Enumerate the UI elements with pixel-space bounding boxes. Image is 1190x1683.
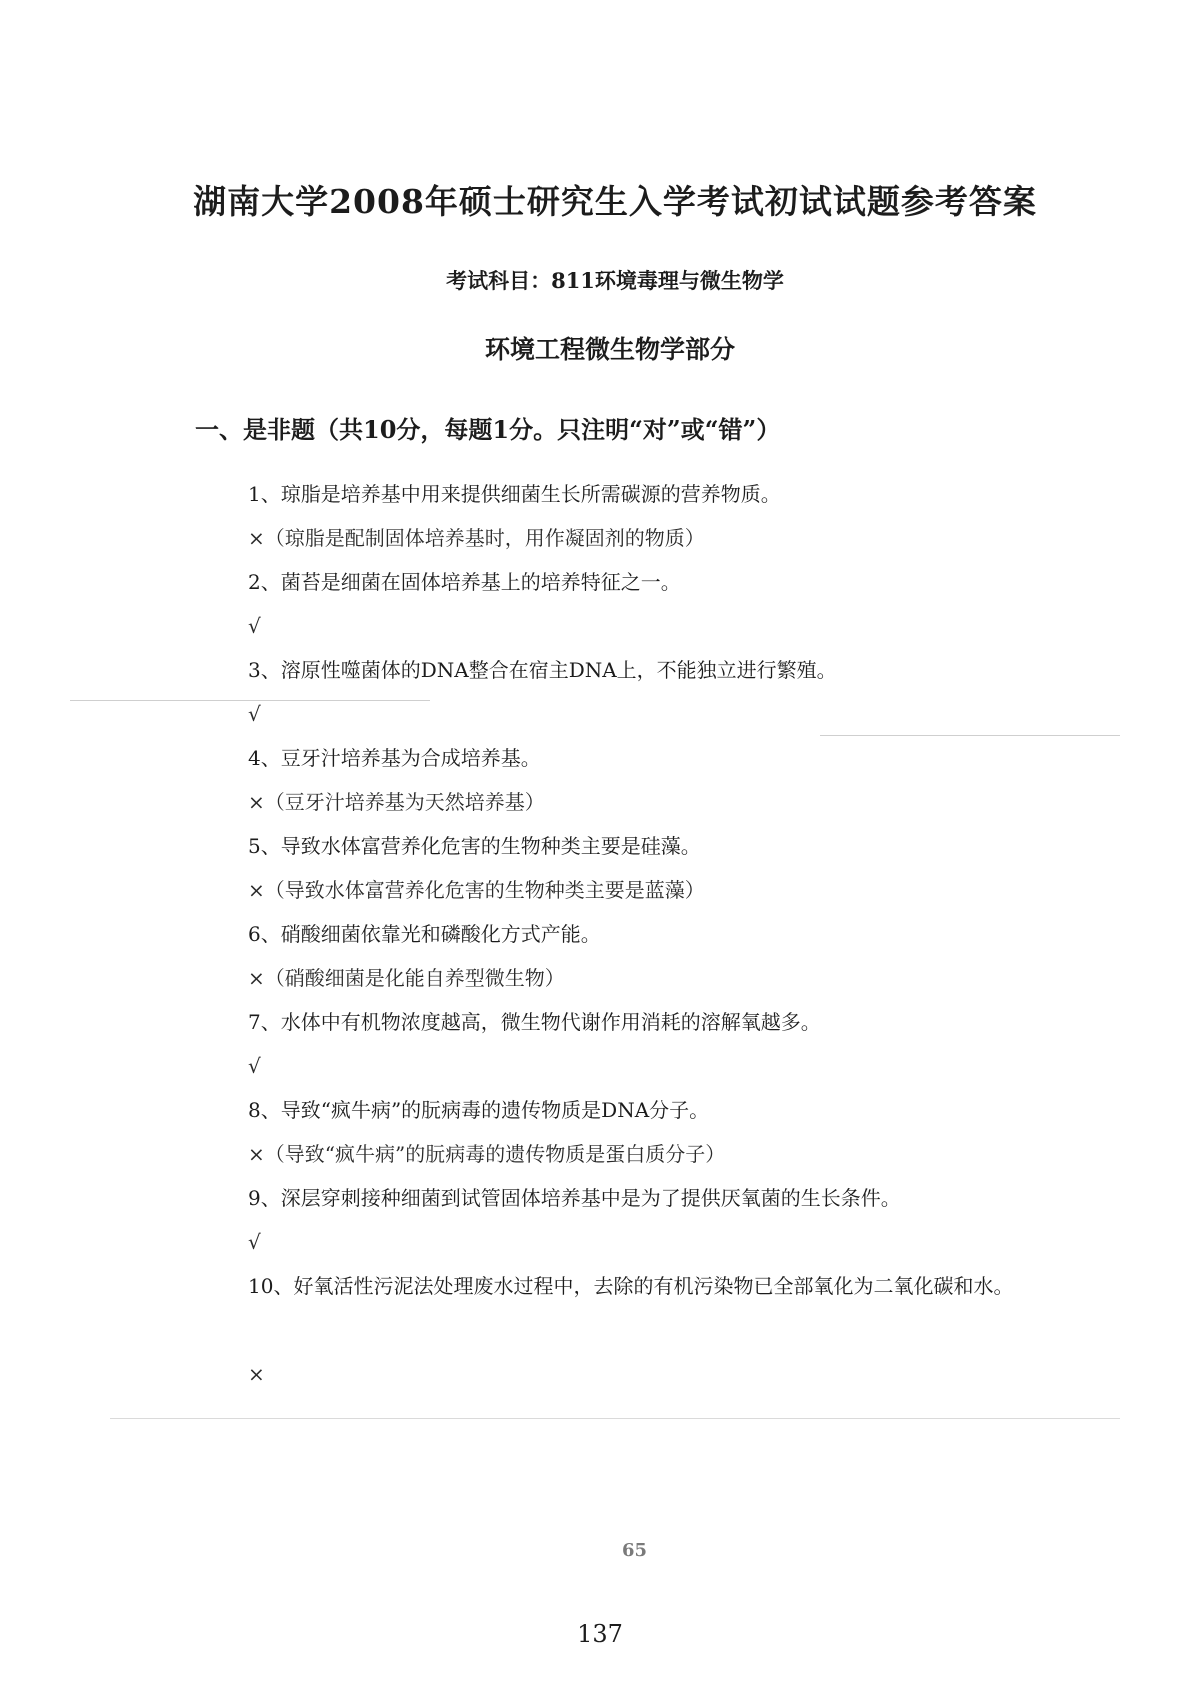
answer-1: ×（琼脂是配制固体培养基时，用作凝固剂的物质） (248, 526, 705, 550)
question-9: 9、深层穿刺接种细菌到试管固体培养基中是为了提供厌氧菌的生长条件。 (248, 1186, 901, 1210)
question-5: 5、导致水体富营养化危害的生物种类主要是硅藻。 (248, 834, 701, 858)
answer-4: ×（豆牙汁培养基为天然培养基） (248, 790, 545, 814)
scan-artifact-line (70, 700, 430, 701)
exam-subject: 考试科目：811环境毒理与微生物学 (446, 268, 784, 293)
answer-5: ×（导致水体富营养化危害的生物种类主要是蓝藻） (248, 878, 705, 902)
question-2: 2、菌苔是细菌在固体培养基上的培养特征之一。 (248, 570, 681, 594)
answer-8: ×（导致“疯牛病”的朊病毒的遗传物质是蛋白质分子） (248, 1142, 726, 1166)
answer-3: √ (248, 702, 261, 726)
faded-page-number: 65 (622, 1540, 648, 1561)
question-list (248, 472, 1058, 1396)
question-8: 8、导致“疯牛病”的朊病毒的遗传物质是DNA分子。 (248, 1098, 710, 1122)
question-6: 6、硝酸细菌依靠光和磷酸化方式产能。 (248, 922, 601, 946)
answer-6: ×（硝酸细菌是化能自养型微生物） (248, 966, 565, 990)
question-7: 7、水体中有机物浓度越高，微生物代谢作用消耗的溶解氧越多。 (248, 1010, 821, 1034)
question-4: 4、豆牙汁培养基为合成培养基。 (248, 746, 541, 770)
question-1: 1、琼脂是培养基中用来提供细菌生长所需碳源的营养物质。 (248, 482, 781, 506)
document-title: 湖南大学2008年硕士研究生入学考试初试试题参考答案 (193, 182, 1037, 221)
question-3: 3、溶原性噬菌体的DNA整合在宿主DNA上，不能独立进行繁殖。 (248, 658, 837, 682)
part-heading: 环境工程微生物学部分 (484, 335, 735, 364)
answer-2: √ (248, 614, 261, 638)
answer-7: √ (248, 1054, 261, 1078)
scan-artifact-line (820, 735, 1120, 736)
section-heading: 一、是非题（共10分，每题1分。只注明“对”或“错”） (195, 415, 781, 444)
answer-10: × (248, 1362, 265, 1386)
page-number: 137 (577, 1620, 623, 1648)
scan-artifact-line (110, 1418, 1120, 1419)
question-10: 10、好氧活性污泥法处理废水过程中，去除的有机污染物已全部氧化为二氧化碳和水。 (248, 1274, 1014, 1298)
answer-9: √ (248, 1230, 261, 1254)
